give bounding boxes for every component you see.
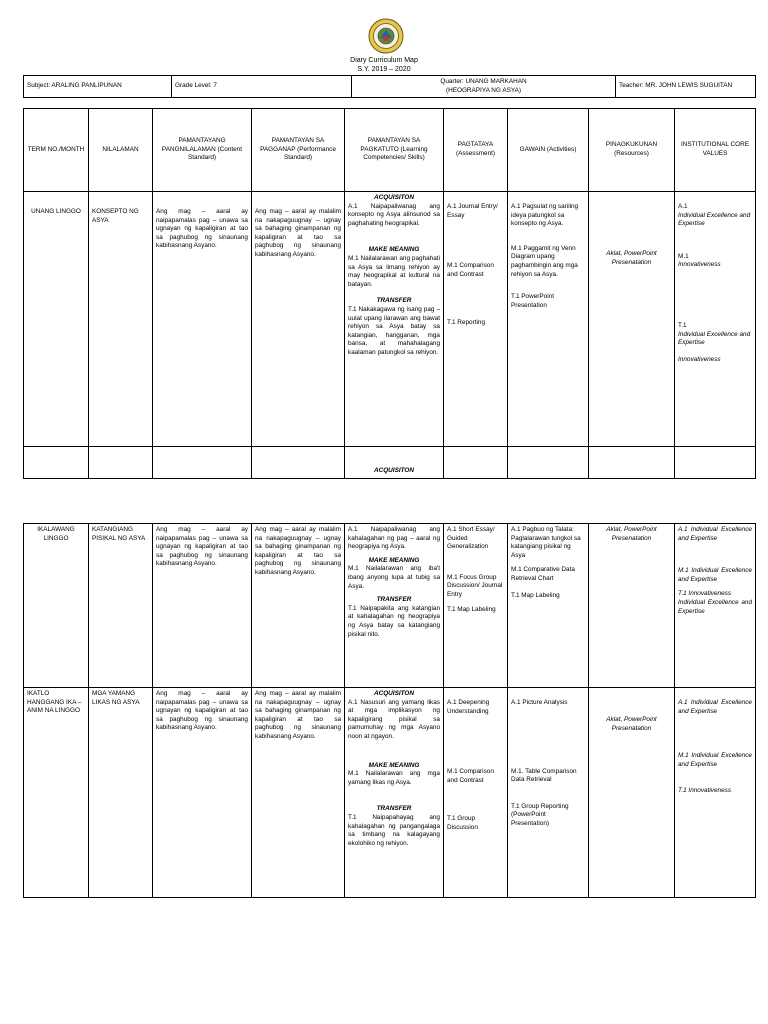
make-meaning-heading: MAKE MEANING <box>368 761 420 769</box>
assessment-t: T.1 Group Discussion <box>447 815 478 831</box>
activity-a: A.1 Picture Analysis <box>511 699 568 706</box>
content-standard-cell: Ang mag – aaral ay naipapamalas pag – unawa sa ugnayan ng kapaligiran at tao sa paghubog ng sinaunang kabihasnang Asyano. <box>153 688 252 898</box>
curriculum-table-1 <box>23 108 756 479</box>
document-title: Diary Curriculum Map <box>350 57 418 64</box>
term-cell: IKATLO HANGGANG IKA – ANIM NA LINGGO <box>24 688 89 898</box>
nilalaman-cell: MGA YAMANG LIKAS NG ASYA <box>89 688 153 898</box>
activity-a: A.1 Pagbuo ng Talata: Paglalarawan tungkol sa katangiang pisikal ng Asya <box>511 526 581 559</box>
value-t-label: T.1 <box>678 321 687 329</box>
activities-cell <box>508 688 589 898</box>
make-meaning-heading: MAKE MEANING <box>368 556 420 564</box>
value-m: M.1 Individual Excellence and Expertise <box>678 567 752 583</box>
value-t: T.1 Innovativeness <box>678 590 732 598</box>
col-header-resources: PINAGKUKUNAN (Resources) <box>589 109 675 192</box>
resources-cell: Aklat, PowerPoint Presenatation <box>589 688 675 898</box>
core-values-cell <box>675 192 756 447</box>
teacher-cell: Teacher: MR. JOHN LEWIS SUGUITAN <box>616 76 756 98</box>
competencies-cell <box>345 524 444 688</box>
activity-m: M.1 Comparative Data Retrieval Chart <box>511 566 575 582</box>
activities-cell <box>508 524 589 688</box>
competency-t: T.1 Naipapahayag ang kahalagahan ng pangangalaga sa timbang na kalagayang ekolohiko ng rehiyon. <box>348 813 440 847</box>
activity-a: A.1 Pagsulat ng sariling ideya patungkol sa konsepto ng Asya. <box>511 203 579 228</box>
school-seal-logo <box>368 18 404 54</box>
competency-a: A.1 Naipapaliwanag ang kahalagahan ng pag – aaral ng heograpiya ng Asya. <box>348 526 440 551</box>
assessment-m: M.1 Comparison and Contrast <box>447 262 494 278</box>
col-header-content-standard: PAMANTAYANG PANGNILALAMAN (Content Standard) <box>153 109 252 192</box>
quarter-subtitle: (HEOGRAPIYA NG ASYA) <box>445 86 522 94</box>
performance-standard-cell: Ang mag – aaral ay malalim na nakapaguugnay – ugnay sa bahaging ginampanan ng kapaligiran at tao sa paghubog ng sinaunang kabihasnang Asyano. <box>252 524 345 688</box>
col-header-core-values: INSTITUTIONAL CORE VALUES <box>675 109 756 192</box>
content-standard-cell: Ang mag – aaral ay naipapamalas pag – unawa sa ugnayan ng kapaligiran at tao sa paghubog ng sinaunang kabihasnang Asyano. <box>153 524 252 688</box>
assessment-cell <box>444 192 508 447</box>
table-row <box>24 524 756 688</box>
competency-m: M.1 Nailalarawan ang mga yamang likas ng Asya. <box>348 770 440 786</box>
transfer-heading: TRANSFER <box>376 805 412 813</box>
assessment-a: A.1 Journal Entry/ Essay <box>447 203 498 219</box>
school-year: S.Y. 2019 – 2020 <box>357 66 411 73</box>
value-m-label: M.1 <box>678 252 689 260</box>
competency-a: A.1 Nasusuri ang yamang likas at mga implikasyon ng kapaligirang pisikal sa pamumuhay ng mga Asyano noon at ngayon. <box>348 698 440 740</box>
assessment-a: A.1 Short Essay/ Guided Generalization <box>447 526 495 551</box>
assessment-t: T.1 Map Labeling <box>447 605 496 613</box>
transfer-heading: TRANSFER <box>376 297 412 305</box>
value-t: Individual Excellence and Expertise <box>678 330 751 347</box>
core-values-cell <box>675 688 756 898</box>
subject-cell: Subject: ARALING PANLIPUNAN <box>24 76 172 98</box>
value-t2: Innovativeness <box>678 355 721 363</box>
activity-t: T.1 Map Labeling <box>511 591 560 599</box>
assessment-a: A.1 Deepening Understanding <box>447 699 490 715</box>
term-cell: IKALAWANG LINGGO <box>24 524 89 688</box>
make-meaning-heading: MAKE MEANING <box>368 246 420 254</box>
resources-cell: Aklat, PowerPoint Presenatation <box>589 192 675 447</box>
activity-m: M.1. Table Comparison Data Retrieval <box>511 767 577 784</box>
col-header-competencies: PAMANTAYAN SA PAGKATUTO (Learning Competencies/ Skills) <box>345 109 444 192</box>
curriculum-table-2 <box>23 523 756 898</box>
quarter-cell <box>352 76 616 98</box>
acquisition-heading: ACQUISITON <box>373 690 414 697</box>
col-header-activities: GAWAIN (Activities) <box>508 109 589 192</box>
assessment-cell <box>444 688 508 898</box>
assessment-m: M.1 Focus Group Discussion/ Journal Entry <box>447 573 503 598</box>
resources-cell: Aklat, PowerPoint Presenatation <box>589 524 675 688</box>
activity-t: T.1 PowerPoint Presentation <box>511 293 554 309</box>
value-a: A.1 Individual Excellence and Expertise <box>678 699 752 715</box>
competency-m: M.1 Nailalarawan ang iba't ibang anyong lupa at tubig sa Asya. <box>348 565 440 590</box>
term-cell: UNANG LINGGO <box>24 192 89 447</box>
value-m: Innovativeness <box>678 261 721 269</box>
value-t: T.1 Innovativeness <box>678 787 732 795</box>
acquisition-heading: ACQUISITON <box>373 194 414 201</box>
col-header-performance-standard: PAMANTAYAN SA PAGGANAP (Performance Standard) <box>252 109 345 192</box>
content-standard-cell: Ang mag – aaral ay naipapamalas pag – unawa sa ugnayan ng kapaligiran at tao sa paghubog ng sinaunang kabihasnang Asyano. <box>153 192 252 447</box>
activity-t: T.1 Group Reporting (PowerPoint Presentation) <box>511 802 569 827</box>
value-m: M.1 Individual Excellence and Expertise <box>678 752 752 768</box>
quarter-label: Quarter: UNANG MARKAHAN <box>440 78 527 85</box>
info-table <box>23 75 756 98</box>
performance-standard-cell: Ang mag – aaral ay malalim na nakapaguugnay – ugnay sa bahaging ginampanan ng kapaligiran at tao sa paghubog ng sinaunang kabihasnang Asyano. <box>252 192 345 447</box>
competency-m: M.1 Nailalarawan ang paghahati sa Asya sa limang rehiyon ay may heograpikal at kultural na batayan. <box>348 254 440 288</box>
assessment-cell <box>444 524 508 688</box>
assessment-t: T.1 Reporting <box>447 319 486 327</box>
core-values-cell <box>675 524 756 688</box>
competencies-cell <box>345 688 444 898</box>
nilalaman-cell: KATANGIANG PISIKAL NG ASYA <box>89 524 153 688</box>
table-row <box>24 447 756 479</box>
activities-cell <box>508 192 589 447</box>
col-header-nilalaman: NILALAMAN <box>89 109 153 192</box>
table-row <box>24 688 756 898</box>
competencies-cell <box>345 192 444 447</box>
table-row <box>24 192 756 447</box>
activity-m: M.1 Paggamit ng Venn Diagram upang paghambingin ang mga rehiyon sa Asya. <box>511 244 578 278</box>
competency-a: A.1 Naipapaliwanag ang konsepto ng Asya alinsunod sa paghahating heograpikal. <box>348 202 440 227</box>
value-t2: Individual Excellence and Expertise <box>678 598 752 615</box>
transfer-heading: TRANSFER <box>376 596 412 604</box>
col-header-assessment: PAGTATAYA (Assessment) <box>444 109 508 192</box>
nilalaman-cell: KONSEPTO NG ASYA <box>89 192 153 447</box>
value-a: A.1 Individual Excellence and Expertise <box>678 526 752 542</box>
competency-t: T.1 Naipapakita ang katangian at kahalagahan ng heograpiya ng Asya batay sa katangiang pisikal nito. <box>348 604 440 638</box>
competency-t: T.1 Nakakagawa ng isang pag – uulat upang ilarawan ang bawat rehiyon sa Asya batay sa katangian, hangganan, mga bansa, at mahahalagang kaalaman patungkol sa rehiyon. <box>348 305 440 356</box>
assessment-m: M.1 Comparison and Contrast <box>447 768 494 784</box>
acquisition-heading: ACQUISITON <box>373 467 414 475</box>
value-a: Individual Excellence and Expertise <box>678 211 751 228</box>
value-a-label: A.1 <box>678 203 688 210</box>
performance-standard-cell: Ang mag – aaral ay malalim na nakapaguugnay – ugnay sa bahaging ginampanan ng kapaligiran at tao sa paghubog ng sinaunang kabihasnang Asyano. <box>252 688 345 898</box>
col-header-term: TERM NO./MONTH <box>24 109 89 192</box>
grade-level-cell: Grade Level: 7 <box>172 76 352 98</box>
